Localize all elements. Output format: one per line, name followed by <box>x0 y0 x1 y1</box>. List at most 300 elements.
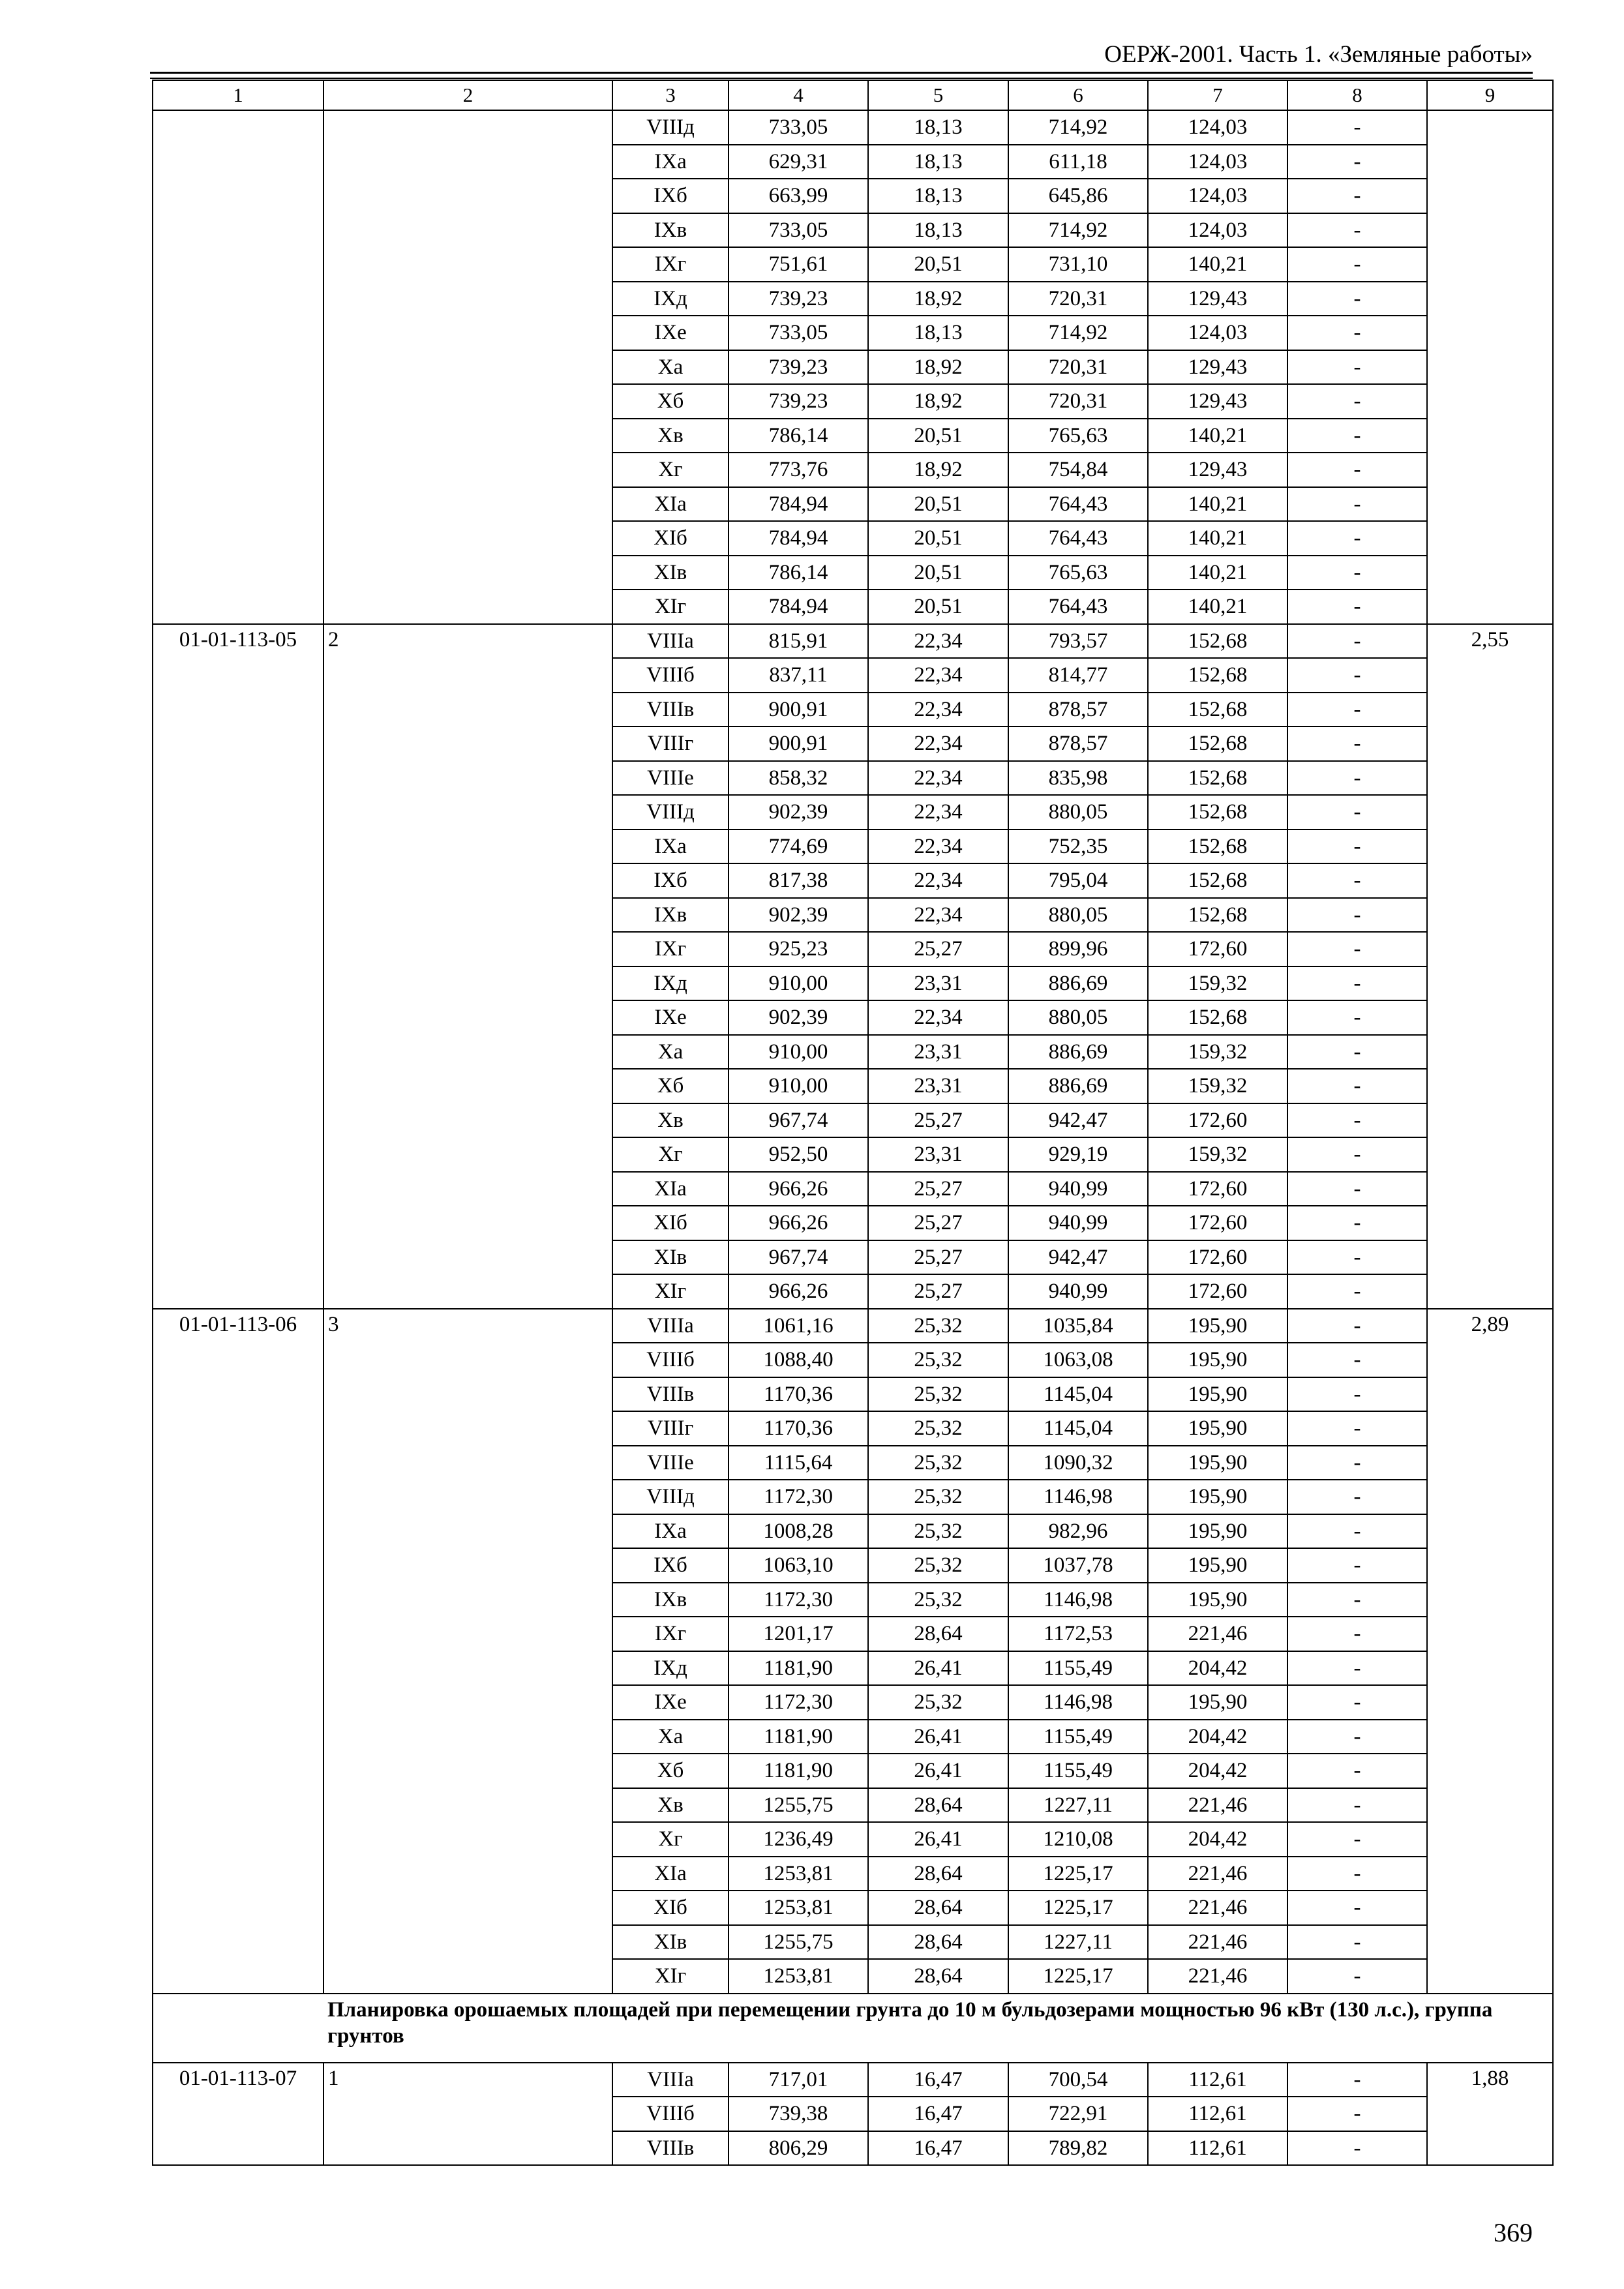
table-cell: 221,46 <box>1148 1857 1287 1891</box>
table-cell: 878,57 <box>1008 726 1148 761</box>
table-cell: 886,69 <box>1008 1069 1148 1103</box>
table-cell: 878,57 <box>1008 693 1148 727</box>
table-cell: 880,05 <box>1008 795 1148 830</box>
table-cell: IXб <box>612 863 729 898</box>
table-cell: 28,64 <box>868 1788 1008 1823</box>
table-cell: 221,46 <box>1148 1788 1287 1823</box>
table-cell: VIIIд <box>612 110 729 145</box>
table-cell: 22,34 <box>868 1000 1008 1035</box>
table-cell: 221,46 <box>1148 1959 1287 1994</box>
table-cell: - <box>1287 213 1427 248</box>
table-cell: - <box>1287 1617 1427 1651</box>
table-cell: IXд <box>612 966 729 1001</box>
table-cell: 1063,10 <box>729 1548 868 1583</box>
table-cell: 22,34 <box>868 795 1008 830</box>
table-cell: IXа <box>612 145 729 179</box>
table-cell: 910,00 <box>729 1069 868 1103</box>
table-cell: 18,92 <box>868 384 1008 419</box>
table-cell: 195,90 <box>1148 1685 1287 1720</box>
column-number: 5 <box>868 80 1008 110</box>
table-cell: 645,86 <box>1008 179 1148 213</box>
table-cell: 18,92 <box>868 350 1008 385</box>
table-cell: 16,47 <box>868 2097 1008 2131</box>
table-cell: 720,31 <box>1008 384 1148 419</box>
page-number: 369 <box>1494 2218 1533 2247</box>
table-cell: 773,76 <box>729 453 868 487</box>
table-cell: 940,99 <box>1008 1274 1148 1309</box>
table-cell: 25,32 <box>868 1343 1008 1377</box>
table-cell: 22,34 <box>868 898 1008 933</box>
table-cell: - <box>1287 1788 1427 1823</box>
table-cell: - <box>1287 487 1427 522</box>
table-cell: - <box>1287 1069 1427 1103</box>
table-cell: - <box>1287 932 1427 966</box>
table-cell: XIв <box>612 1240 729 1275</box>
rate-code: 01-01-113-06 <box>153 1309 323 1994</box>
table-cell: XIа <box>612 1172 729 1206</box>
table-cell: 940,99 <box>1008 1206 1148 1240</box>
table-cell: 25,32 <box>868 1548 1008 1583</box>
table-cell: - <box>1287 1411 1427 1446</box>
table-cell: 195,90 <box>1148 1514 1287 1549</box>
table-cell: 18,13 <box>868 110 1008 145</box>
table-cell: VIIIа <box>612 2063 729 2097</box>
table-cell: 152,68 <box>1148 726 1287 761</box>
table-cell: 1145,04 <box>1008 1377 1148 1412</box>
table-cell: 22,34 <box>868 658 1008 693</box>
table-cell: Xг <box>612 1137 729 1172</box>
table-cell: 858,32 <box>729 761 868 796</box>
table-cell: 751,61 <box>729 247 868 282</box>
table-cell: 16,47 <box>868 2131 1008 2166</box>
table-cell: 25,27 <box>868 1206 1008 1240</box>
column-number: 6 <box>1008 80 1148 110</box>
table-cell: 1061,16 <box>729 1309 868 1343</box>
table-cell: 1225,17 <box>1008 1959 1148 1994</box>
table-cell: 784,94 <box>729 521 868 556</box>
table-cell: 1063,08 <box>1008 1343 1148 1377</box>
table-cell: - <box>1287 1377 1427 1412</box>
table-cell: 714,92 <box>1008 316 1148 350</box>
table-cell: 152,68 <box>1148 658 1287 693</box>
table-cell: VIIIв <box>612 693 729 727</box>
table-cell: 1146,98 <box>1008 1480 1148 1514</box>
table-cell: 733,05 <box>729 110 868 145</box>
table-cell: 731,10 <box>1008 247 1148 282</box>
table-cell: 28,64 <box>868 1959 1008 1994</box>
table-cell: XIб <box>612 1891 729 1925</box>
table-cell: 28,64 <box>868 1857 1008 1891</box>
table-cell: 764,43 <box>1008 590 1148 624</box>
table-cell: 20,51 <box>868 247 1008 282</box>
table-cell: 28,64 <box>868 1617 1008 1651</box>
table-cell: 1088,40 <box>729 1343 868 1377</box>
table-cell: 159,32 <box>1148 1069 1287 1103</box>
table-cell: 714,92 <box>1008 110 1148 145</box>
table-cell: - <box>1287 1000 1427 1035</box>
table-cell: 221,46 <box>1148 1617 1287 1651</box>
table-cell: 1146,98 <box>1008 1583 1148 1617</box>
table-cell: 1090,32 <box>1008 1446 1148 1480</box>
table-cell: 129,43 <box>1148 384 1287 419</box>
table-cell: 886,69 <box>1008 1035 1148 1070</box>
table-cell: 28,64 <box>868 1925 1008 1960</box>
table-cell: 172,60 <box>1148 932 1287 966</box>
table-cell: 1145,04 <box>1008 1411 1148 1446</box>
table-cell: IXе <box>612 1000 729 1035</box>
column-number: 8 <box>1287 80 1427 110</box>
table-cell: IXб <box>612 179 729 213</box>
table-cell: - <box>1287 590 1427 624</box>
table-cell: VIIIа <box>612 1309 729 1343</box>
table-cell: VIIIг <box>612 726 729 761</box>
table-cell: 1170,36 <box>729 1377 868 1412</box>
table-cell: - <box>1287 384 1427 419</box>
table-cell: 152,68 <box>1148 863 1287 898</box>
table-cell: IXг <box>612 932 729 966</box>
table-cell: 722,91 <box>1008 2097 1148 2131</box>
table-cell: XIб <box>612 1206 729 1240</box>
rate-name: 2 <box>323 624 612 1309</box>
column-number: 1 <box>153 80 323 110</box>
table-cell: 221,46 <box>1148 1925 1287 1960</box>
table-cell: 629,31 <box>729 145 868 179</box>
table-cell: - <box>1287 1206 1427 1240</box>
table-cell: 25,27 <box>868 1240 1008 1275</box>
table-cell: 25,27 <box>868 1274 1008 1309</box>
table-cell: 25,32 <box>868 1480 1008 1514</box>
header-rule <box>150 72 1533 74</box>
table-cell: - <box>1287 1754 1427 1788</box>
table-cell: 739,23 <box>729 282 868 316</box>
table-cell: 25,32 <box>868 1685 1008 1720</box>
table-cell: 900,91 <box>729 693 868 727</box>
table-cell: 942,47 <box>1008 1240 1148 1275</box>
table-cell: 1225,17 <box>1008 1857 1148 1891</box>
table-cell: 765,63 <box>1008 419 1148 453</box>
table-cell: 837,11 <box>729 658 868 693</box>
table-body <box>153 80 1553 2165</box>
table-cell: - <box>1287 1548 1427 1583</box>
table-cell: 172,60 <box>1148 1274 1287 1309</box>
table-cell: Xа <box>612 350 729 385</box>
table-cell: 952,50 <box>729 1137 868 1172</box>
table-cell: - <box>1287 1172 1427 1206</box>
table-cell: VIIIв <box>612 2131 729 2166</box>
table-cell: 22,34 <box>868 693 1008 727</box>
table-cell: 940,99 <box>1008 1172 1148 1206</box>
table-cell: 23,31 <box>868 1035 1008 1070</box>
table-cell: 159,32 <box>1148 1137 1287 1172</box>
table-row <box>153 110 1553 145</box>
table-cell: 966,26 <box>729 1172 868 1206</box>
table-cell: 172,60 <box>1148 1240 1287 1275</box>
table-cell: 967,74 <box>729 1240 868 1275</box>
column-number: 7 <box>1148 80 1287 110</box>
table-cell: 124,03 <box>1148 316 1287 350</box>
table-cell: 112,61 <box>1148 2131 1287 2166</box>
column-number: 4 <box>729 80 868 110</box>
table-cell: 784,94 <box>729 590 868 624</box>
table-cell: 25,32 <box>868 1411 1008 1446</box>
table-cell: 140,21 <box>1148 556 1287 590</box>
table-cell: 815,91 <box>729 624 868 659</box>
table-cell: VIIIе <box>612 761 729 796</box>
table-cell: 140,21 <box>1148 419 1287 453</box>
table-cell: 18,92 <box>868 282 1008 316</box>
table-cell: 880,05 <box>1008 1000 1148 1035</box>
table-cell: 902,39 <box>729 795 868 830</box>
section-row <box>153 1994 1553 2063</box>
table-cell: 195,90 <box>1148 1377 1287 1412</box>
table-cell: 22,34 <box>868 830 1008 864</box>
table-cell: - <box>1287 658 1427 693</box>
table-cell: VIIIг <box>612 1411 729 1446</box>
table-cell: - <box>1287 1240 1427 1275</box>
table-cell: 806,29 <box>729 2131 868 2166</box>
table-cell: IXе <box>612 1685 729 1720</box>
table-cell: 204,42 <box>1148 1822 1287 1857</box>
table-cell: 172,60 <box>1148 1103 1287 1138</box>
table-cell: 1172,30 <box>729 1685 868 1720</box>
table-cell: 16,47 <box>868 2063 1008 2097</box>
table-cell: 1172,30 <box>729 1583 868 1617</box>
table-cell: 1225,17 <box>1008 1891 1148 1925</box>
table-cell: - <box>1287 830 1427 864</box>
table-cell: - <box>1287 2097 1427 2131</box>
table-cell: Xг <box>612 453 729 487</box>
table-cell: 25,32 <box>868 1514 1008 1549</box>
table-cell: VIIIб <box>612 2097 729 2131</box>
table-cell: 886,69 <box>1008 966 1148 1001</box>
table-cell: 20,51 <box>868 419 1008 453</box>
table-cell: IXв <box>612 213 729 248</box>
table-cell: 152,68 <box>1148 795 1287 830</box>
table-cell: 152,68 <box>1148 624 1287 659</box>
table-cell: - <box>1287 863 1427 898</box>
table-cell: 880,05 <box>1008 898 1148 933</box>
table-cell: - <box>1287 1446 1427 1480</box>
table-cell: VIIIд <box>612 795 729 830</box>
table-row <box>153 2063 1553 2097</box>
table-cell: 754,84 <box>1008 453 1148 487</box>
table-cell: 739,23 <box>729 350 868 385</box>
table-cell: 814,77 <box>1008 658 1148 693</box>
table-cell: 18,13 <box>868 179 1008 213</box>
table-cell: 929,19 <box>1008 1137 1148 1172</box>
table-cell: 1115,64 <box>729 1446 868 1480</box>
table-cell: 112,61 <box>1148 2063 1287 2097</box>
table-cell: - <box>1287 1103 1427 1138</box>
table-cell: 786,14 <box>729 419 868 453</box>
table-cell: - <box>1287 145 1427 179</box>
table-cell: - <box>1287 898 1427 933</box>
table-cell: - <box>1287 1137 1427 1172</box>
table-cell: - <box>1287 1822 1427 1857</box>
table-cell: Xб <box>612 1754 729 1788</box>
table-cell: Xг <box>612 1822 729 1857</box>
table-cell: - <box>1287 350 1427 385</box>
table-cell: 26,41 <box>868 1822 1008 1857</box>
table-cell: 26,41 <box>868 1720 1008 1754</box>
rate-col9 <box>1427 110 1553 624</box>
table-cell: 1181,90 <box>729 1720 868 1754</box>
table-cell: 1035,84 <box>1008 1309 1148 1343</box>
table-cell: Xв <box>612 419 729 453</box>
table-cell: 1155,49 <box>1008 1720 1148 1754</box>
table-cell: - <box>1287 966 1427 1001</box>
table-row <box>153 1309 1553 1343</box>
table-cell: 720,31 <box>1008 350 1148 385</box>
table-cell: Xб <box>612 1069 729 1103</box>
table-cell: 899,96 <box>1008 932 1148 966</box>
table-cell: 195,90 <box>1148 1446 1287 1480</box>
table-cell: Xв <box>612 1103 729 1138</box>
table-cell: 1172,30 <box>729 1480 868 1514</box>
table-cell: 982,96 <box>1008 1514 1148 1549</box>
header-rule-secondary <box>150 78 1533 79</box>
table-cell: 25,32 <box>868 1446 1008 1480</box>
table-cell: 221,46 <box>1148 1891 1287 1925</box>
table-cell: - <box>1287 110 1427 145</box>
table-cell: VIIIб <box>612 1343 729 1377</box>
table-cell: IXг <box>612 247 729 282</box>
table-cell: 1201,17 <box>729 1617 868 1651</box>
table-cell: - <box>1287 247 1427 282</box>
table-cell: 925,23 <box>729 932 868 966</box>
table-cell: IXг <box>612 1617 729 1651</box>
table-cell: 22,34 <box>868 624 1008 659</box>
table-cell: 663,99 <box>729 179 868 213</box>
table-cell: 28,64 <box>868 1891 1008 1925</box>
table-cell: 26,41 <box>868 1754 1008 1788</box>
table-cell: 902,39 <box>729 1000 868 1035</box>
table-cell: - <box>1287 761 1427 796</box>
rate-name: 3 <box>323 1309 612 1994</box>
table-cell: - <box>1287 795 1427 830</box>
table-cell: IXд <box>612 1651 729 1686</box>
table-cell: - <box>1287 2063 1427 2097</box>
table-cell: IXе <box>612 316 729 350</box>
column-number: 9 <box>1427 80 1553 110</box>
table-cell: 720,31 <box>1008 282 1148 316</box>
table-cell: 25,32 <box>868 1583 1008 1617</box>
table-cell: 966,26 <box>729 1274 868 1309</box>
table-cell: 1008,28 <box>729 1514 868 1549</box>
table-cell: 1236,49 <box>729 1822 868 1857</box>
table-cell: 942,47 <box>1008 1103 1148 1138</box>
rate-code: 01-01-113-07 <box>153 2063 323 2166</box>
table-cell: - <box>1287 1274 1427 1309</box>
table-cell: - <box>1287 419 1427 453</box>
table-cell: 786,14 <box>729 556 868 590</box>
table-cell: 765,63 <box>1008 556 1148 590</box>
table-cell: 25,27 <box>868 1172 1008 1206</box>
table-cell: 910,00 <box>729 966 868 1001</box>
table-cell: 1172,53 <box>1008 1617 1148 1651</box>
table-cell: - <box>1287 693 1427 727</box>
table-cell: - <box>1287 521 1427 556</box>
table-cell: 1253,81 <box>729 1959 868 1994</box>
table-cell: 159,32 <box>1148 1035 1287 1070</box>
table-cell: 817,38 <box>729 863 868 898</box>
table-cell: 1227,11 <box>1008 1788 1148 1823</box>
column-number-row <box>153 80 1553 110</box>
table-cell: 140,21 <box>1148 521 1287 556</box>
table-cell: 1181,90 <box>729 1754 868 1788</box>
table-cell: 1227,11 <box>1008 1925 1148 1960</box>
table-cell: IXд <box>612 282 729 316</box>
page-header: ОЕРЖ-2001. Часть 1. «Земляные работы» <box>1104 41 1533 68</box>
table-cell: XIб <box>612 521 729 556</box>
table-cell: 900,91 <box>729 726 868 761</box>
table-cell: 764,43 <box>1008 487 1148 522</box>
rate-col9: 1,88 <box>1427 2063 1553 2166</box>
table-cell: 733,05 <box>729 213 868 248</box>
table-cell: 129,43 <box>1148 453 1287 487</box>
table-cell: 204,42 <box>1148 1754 1287 1788</box>
table-cell: IXа <box>612 830 729 864</box>
table-cell: 124,03 <box>1148 145 1287 179</box>
table-cell: XIг <box>612 590 729 624</box>
table-cell: 1210,08 <box>1008 1822 1148 1857</box>
table-cell: 764,43 <box>1008 521 1148 556</box>
table-cell: 700,54 <box>1008 2063 1148 2097</box>
rate-col9: 2,89 <box>1427 1309 1553 1994</box>
table-cell: - <box>1287 1685 1427 1720</box>
table-cell: Xб <box>612 384 729 419</box>
table-cell: - <box>1287 179 1427 213</box>
section-title: Планировка орошаемых площадей при перемещении грунта до 10 м бульдозерами мощностью 96 кВт (130 л.с.), группа грунтов <box>323 1994 1553 2063</box>
table-cell: 1253,81 <box>729 1857 868 1891</box>
section-blank-cell <box>153 1994 323 2063</box>
table-cell: 18,92 <box>868 453 1008 487</box>
table-cell: - <box>1287 1583 1427 1617</box>
table-cell: 20,51 <box>868 590 1008 624</box>
table-cell: - <box>1287 1959 1427 1994</box>
table-cell: 172,60 <box>1148 1206 1287 1240</box>
table-cell: 195,90 <box>1148 1480 1287 1514</box>
table-cell: 140,21 <box>1148 590 1287 624</box>
table-cell: 1255,75 <box>729 1788 868 1823</box>
table-cell: VIIIе <box>612 1446 729 1480</box>
table-cell: - <box>1287 1720 1427 1754</box>
table-cell: 152,68 <box>1148 761 1287 796</box>
table-cell: 25,27 <box>868 1103 1008 1138</box>
table-cell: - <box>1287 1343 1427 1377</box>
rate-col9: 2,55 <box>1427 624 1553 1309</box>
table-cell: 18,13 <box>868 145 1008 179</box>
rate-name <box>323 110 612 624</box>
table-cell: - <box>1287 1891 1427 1925</box>
table-cell: 1253,81 <box>729 1891 868 1925</box>
table-cell: 967,74 <box>729 1103 868 1138</box>
table-cell: - <box>1287 1925 1427 1960</box>
table-cell: 835,98 <box>1008 761 1148 796</box>
table-cell: 20,51 <box>868 556 1008 590</box>
table-cell: 22,34 <box>868 863 1008 898</box>
table-cell: 25,32 <box>868 1309 1008 1343</box>
table-cell: 204,42 <box>1148 1720 1287 1754</box>
table-cell: 793,57 <box>1008 624 1148 659</box>
table-cell: 20,51 <box>868 487 1008 522</box>
table-cell: 717,01 <box>729 2063 868 2097</box>
table-cell: 23,31 <box>868 966 1008 1001</box>
table-cell: VIIIд <box>612 1480 729 1514</box>
table-cell: 25,27 <box>868 932 1008 966</box>
table-cell: 195,90 <box>1148 1548 1287 1583</box>
table-cell: 784,94 <box>729 487 868 522</box>
